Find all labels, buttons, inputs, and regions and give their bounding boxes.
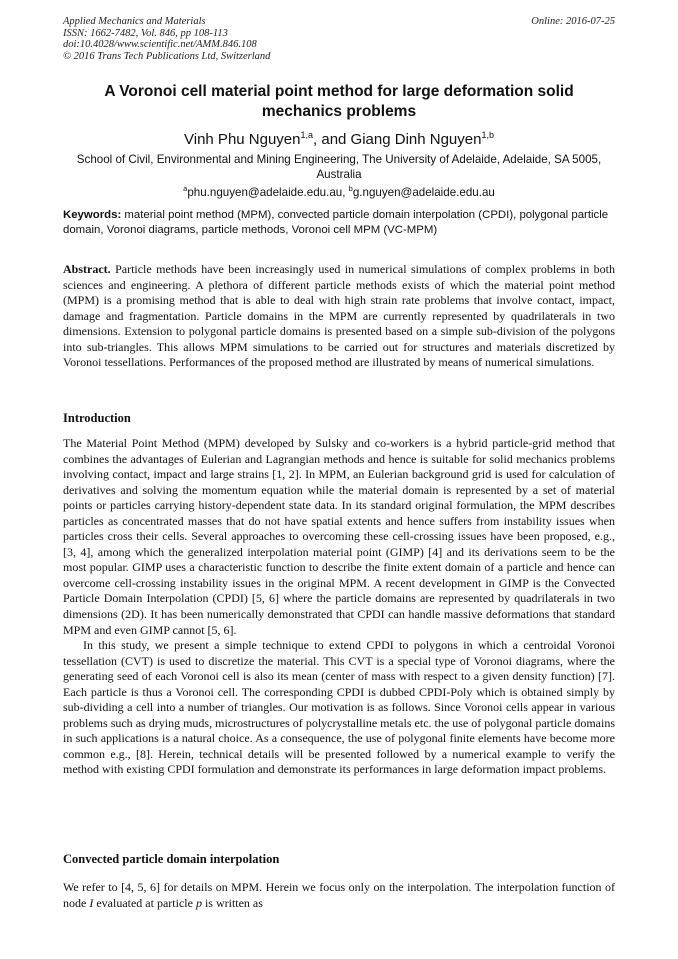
cpdi-paragraph [63,880,615,911]
cpdi-text: We refer to [4, 5, 6] for details on MPM. Herein we focus only on the interpolation. The interpolation function of node [63,880,615,910]
doi-line: doi:10.4028/www.scientific.net/AMM.846.108 [63,39,257,51]
email-superscript: b [348,184,353,193]
abstract-text: Particle methods have been increasingly used in numerical simulations of complex problems in both sciences and engineering. A plethora of different particle methods exists of which the material point method (MPM) is a promising method that is able to deal with high strain rate problems that involve contact, impact, damage and fragmentation. Particle domains in the MPM are currently represented by quadrilaterals in two dimensions. Extension to polygonal particle domains is presented based on a simple sub-division of the polygons into sub-triangles. This allows MPM simulations to be carried out for structures and materials discretized by Voronoi tessellations. Performances of the proposed method are illustrated by means of numerical simulations. [63,262,615,370]
math-variable: p [195,895,202,910]
keywords-text: material point method (MPM), convected particle domain interpolation (CPDI), polygonal particle domain, Voronoi diagrams, particle methods, Voronoi cell MPM (VC-MPM) [63,209,609,236]
email-superscript: a [183,184,188,193]
email-address: g.nguyen@adelaide.edu.au [352,185,495,199]
journal-name: Applied Mechanics and Materials [63,16,206,27]
issn-line: ISSN: 1662-7482, Vol. 846, pp 108-113 [63,27,228,39]
online-date: Online: 2016-07-25 [531,16,615,27]
author-list [63,125,615,150]
introduction-body [63,436,615,778]
abstract-label: Abstract. [63,262,111,276]
keywords-block [63,208,615,238]
email-line [63,182,615,200]
author-separator: , and [313,131,351,148]
author-name: Vinh Phu Nguyen [184,131,301,148]
affiliation-line: School of Civil, Environmental and Mining Engineering, The University of Adelaide, Adelaide, SA 5005, Australia [76,153,602,181]
math-variable: I [89,895,94,910]
keywords-label: Keywords: [63,209,122,221]
section-heading-cpdi: Convected particle domain interpolation [63,852,280,866]
affiliation-block [63,153,615,200]
section-heading-introduction: Introduction [63,411,131,425]
body-paragraph: The Material Point Method (MPM) developed by Sulsky and co-workers is a hybrid particle-grid method that combines the advantages of Eulerian and Lagrangian methods and hence is suitable for solid mechanics problems involving contact, impact and large strains [1, 2]. In MPM, an Eulerian background grid is used for calculation of derivatives and solving the momentum equation while the material domain is represented by a set of material points or particles carrying history-dependent state data. In its standard original formulation, the MPM describes particles as concentrated masses that do not have spatial extents and hence suffers from instability issues when particles cross their cells. Several approaches to overcoming these cell-crossing issues have been proposed, e.g., [3, 4], among which the generalized interpolation material point (GIMP) [4] and its derivations seem to be the most popular. GIMP uses a characteristic function to describe the finite extent domain of a particle and hence can overcome cell-crossing instability issues in the original MPM. A recent development in GIMP is the Convected Particle Domain Interpolation (CPDI) [5, 6] where the particle domains are represented by quadrilaterals in two dimensions (2D). It has been numerically demonstrated that CPDI can handle massive deformations that standard MPM and even GIMP cannot [5, 6]. [63,436,615,637]
cpdi-text: is written as [201,895,263,910]
journal-header [63,16,270,62]
author-superscript: 1,a [300,130,314,140]
abstract-paragraph [63,262,615,371]
body-paragraph: In this study, we present a simple technique to extend CPDI to polygons in which a centroidal Voronoi tessellation (CVT) is used to discretize the material. This CVT is a special type of Voronoi diagrams, where the generating seed of each Voronoi cell is also its mean (center of mass with respect to a given density function) [7]. Each particle is thus a Voronoi cell. The corresponding CPDI is dubbed CPDI-Poly which is obtained simply by sub-dividing a cell into a number of triangles. Our motivation is as follows. Since Voronoi cells appear in various problems such as drying muds, microstructures of polycrystalline metals etc. the use of polygonal particle domains in such applications is a natural choice. As a consequence, the use of polygonal finite elements have become more common e.g., [8]. Herein, technical details will be presented followed by a numerical example to verify the method with existing CPDI formulation and demonstrate its performances in large deformation impact problems. [63,638,615,777]
copyright-line: © 2016 Trans Tech Publications Ltd, Switzerland [63,50,271,62]
author-name: Giang Dinh Nguyen [350,131,482,148]
paper-title: A Voronoi cell material point method for large deformation solid mechanics problems [104,83,574,120]
author-superscript: 1,b [481,130,494,140]
cpdi-text: evaluated at particle [93,895,196,910]
email-address: phu.nguyen@adelaide.edu.au, [187,185,349,199]
